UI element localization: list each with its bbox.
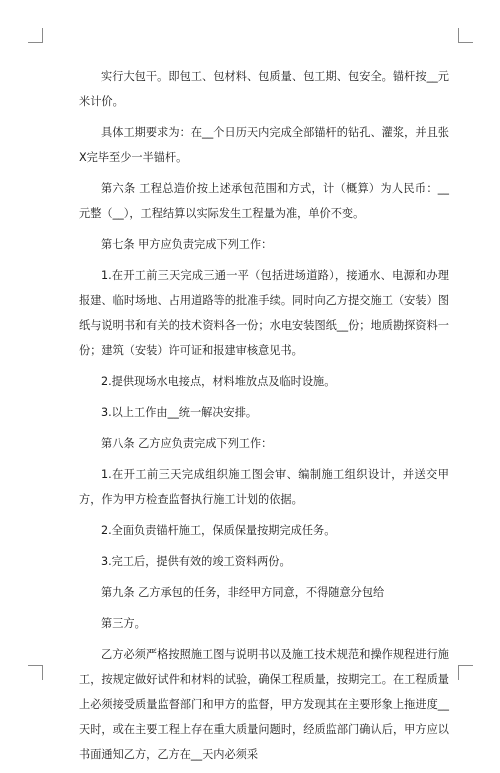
paragraph: 1.在开工前三天完成组织施工图会审、编制施工组织设计，并送交甲方，作为甲方检查监督执行施工计划的依据。 — [79, 468, 449, 506]
paragraph: 乙方必须严格按照施工图与说明书以及施工技术规范和操作规程进行施工，按规定做好试件和材料的试验，确保工程质量，按期完工。在工程质量上必须接受质量监督部门和甲方的监督，甲方发现其在主要形象上拖进度__天时，或在主要工程上存在重大质量问题时，经质监部门确认后，甲方应以书面通知乙方，乙方在__天内必须采 — [79, 648, 449, 761]
paragraph: 2.提供现场水电接点，材料堆放点及临时设施。 — [101, 375, 336, 388]
paragraph: 第三方。 — [101, 617, 146, 630]
section-heading: 第七条 甲方应负责完成下列工作： — [101, 238, 273, 251]
section-heading: 第八条 乙方应负责完成下列工作： — [101, 437, 273, 450]
paragraph: 具体工期要求为：在__个日历天内完成全部锚杆的钻孔、灌浆，并且张X完毕至少一半锚杆。 — [79, 126, 449, 164]
paragraph: 3.完工后，提供有效的竣工资料两份。 — [101, 555, 291, 568]
crop-mark-top-right — [458, 28, 473, 43]
section-heading: 第九条 乙方承包的任务，非经甲方同意，不得随意分包给 — [101, 586, 385, 599]
paragraph: 实行大包干。即包工、包材料、包质量、包工期、包安全。锚杆按__元米计价。 — [79, 70, 449, 108]
paragraph: 3.以上工作由__统一解决安排。 — [101, 406, 258, 419]
crop-mark-bottom-left — [28, 665, 43, 680]
paragraph: 1.在开工前三天完成三通一平（包括进场道路），接通水、电源和办理报建、临时场地、占用道路等的批准手续。同时向乙方提交施工（安装）图纸与说明书和有关的技术资料各一份；水电安装图纸__份；地质勘探资料一份；建筑（安装）许可证和报建审核意见书。 — [79, 269, 449, 357]
paragraph: 第六条 工程总造价按上述承包范围和方式，计（概算）为人民币：__元整（__），工程结算以实际发生工程量为准，单价不变。 — [79, 182, 449, 220]
crop-mark-bottom-right — [458, 665, 473, 680]
paragraph: 2.全面负责锚杆施工，保质保量按期完成任务。 — [101, 524, 336, 537]
document-body — [79, 64, 449, 773]
crop-mark-top-left — [28, 28, 43, 43]
